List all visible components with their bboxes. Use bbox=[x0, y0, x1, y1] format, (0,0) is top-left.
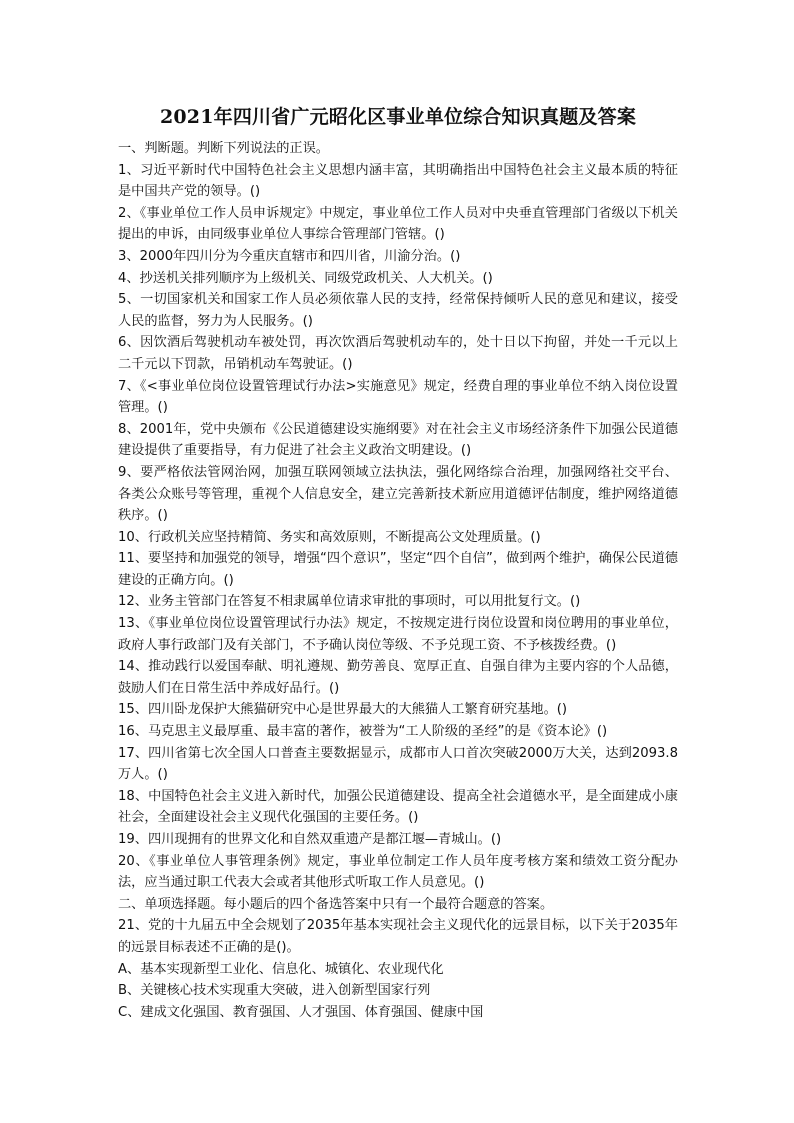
question-14: 14、推动践行以爱国奉献、明礼遵规、勤劳善良、宽厚正直、自强自律为主要内容的个人品德，鼓励人们在日常生活中养成好品行。() bbox=[118, 659, 678, 696]
question-20: 20、《事业单位人事管理条例》规定，事业单位制定工作人员年度考核方案和绩效工资分配办法，应当通过职工代表大会或者其他形式听取工作人员意见。() bbox=[118, 853, 678, 891]
choice-question bbox=[118, 915, 678, 1023]
document-page bbox=[118, 104, 678, 1023]
question-17: 17、四川省第七次全国人口普查主要数据显示，成都市人口首次突破2000万大关，达到2093.8万人。() bbox=[118, 745, 678, 783]
question-8: 8、2001年，党中央颁布《公民道德建设实施纲要》对在社会主义市场经济条件下加强公民道德建设提供了重要指导，有力促进了社会主义政治文明建设。() bbox=[118, 421, 678, 459]
question-15: 15、四川卧龙保护大熊猫研究中心是世界最大的大熊猫人工繁育研究基地。() bbox=[118, 702, 568, 718]
question-10: 10、行政机关应坚持精简、务实和高效原则，不断提高公文处理质量。() bbox=[118, 529, 541, 545]
question-11: 11、要坚持和加强党的领导，增强“四个意识”，坚定“四个自信”，做到两个维护，确保公民道德建设的正确方向。() bbox=[118, 551, 678, 588]
option-a: A、基本实现新型工业化、信息化、城镇化、农业现代化 bbox=[118, 961, 444, 977]
question-1: 1、习近平新时代中国特色社会主义思想内涵丰富，其明确指出中国特色社会主义最本质的特征是中国共产党的领导。() bbox=[118, 162, 678, 200]
section-heading-single-choice: 二、单项选择题。每小题后的四个备选答案中只有一个最符合题意的答案。 bbox=[118, 896, 554, 912]
question-5: 5、一切国家机关和国家工作人员必须依靠人民的支持，经常保持倾听人民的意见和建议，接受人民的监督，努力为人民服务。() bbox=[118, 292, 678, 329]
question-19: 19、四川现拥有的世界文化和自然双重遗产是都江堰—青城山。() bbox=[118, 832, 502, 847]
option-b: B、关键核心技术实现重大突破，进入创新型国家行列 bbox=[118, 983, 431, 999]
question-13: 13、《事业单位岗位设置管理试行办法》规定，不按规定进行岗位设置和岗位聘用的事业单位，政府人事行政部门及有关部门，不予确认岗位等级、不予兑现工资、不予核拨经费。() bbox=[118, 616, 678, 653]
section-heading-judgement: 一、判断题。判断下列说法的正误。 bbox=[118, 141, 329, 156]
question-3: 3、2000年四川分为今重庆直辖市和四川省，川渝分治。() bbox=[118, 248, 461, 264]
question-12: 12、业务主管部门在答复不相隶属单位请求审批的事项时，可以用批复行文。() bbox=[118, 594, 581, 610]
question-7: 7、《<事业单位岗位设置管理试行办法>实施意见》规定，经费自理的事业单位不纳入岗位设置管理。() bbox=[118, 378, 678, 416]
judgement-questions bbox=[118, 160, 678, 894]
question-4: 4、抄送机关排列顺序为上级机关、同级党政机关、人大机关。() bbox=[118, 270, 493, 286]
question-6: 6、因饮酒后驾驶机动车被处罚，再次饮酒后驾驶机动车的，处十日以下拘留，并处一千元以上二千元以下罚款，吊销机动车驾驶证。() bbox=[118, 335, 678, 372]
question-2: 2、《事业单位工作人员申诉规定》中规定，事业单位工作人员对中央垂直管理部门省级以下机关提出的申诉，由同级事业单位人事综合管理部门管辖。() bbox=[118, 205, 678, 243]
question-9: 9、要严格依法管网治网，加强互联网领域立法执法，强化网络综合治理，加强网络社交平台、各类公众账号等管理，重视个人信息安全，建立完善新技术新应用道德评估制度，维护网络道德秩序。() bbox=[118, 464, 678, 524]
question-18: 18、中国特色社会主义进入新时代，加强公民道德建设、提高全社会道德水平，是全面建成小康社会，全面建设社会主义现代化强国的主要任务。() bbox=[118, 788, 678, 826]
question-16: 16、马克思主义最厚重、最丰富的著作，被誉为“工人阶级的圣经”的是《资本论》() bbox=[118, 724, 608, 740]
document-title: 2021年四川省广元昭化区事业单位综合知识真题及答案 bbox=[159, 106, 637, 128]
option-c: C、建成文化强国、教育强国、人才强国、体育强国、健康中国 bbox=[118, 1004, 484, 1020]
question-21-stem: 21、党的十九届五中全会规划了2035年基本实现社会主义现代化的远景目标，以下关于2035年的远景目标表述不正确的是()。 bbox=[118, 918, 678, 955]
